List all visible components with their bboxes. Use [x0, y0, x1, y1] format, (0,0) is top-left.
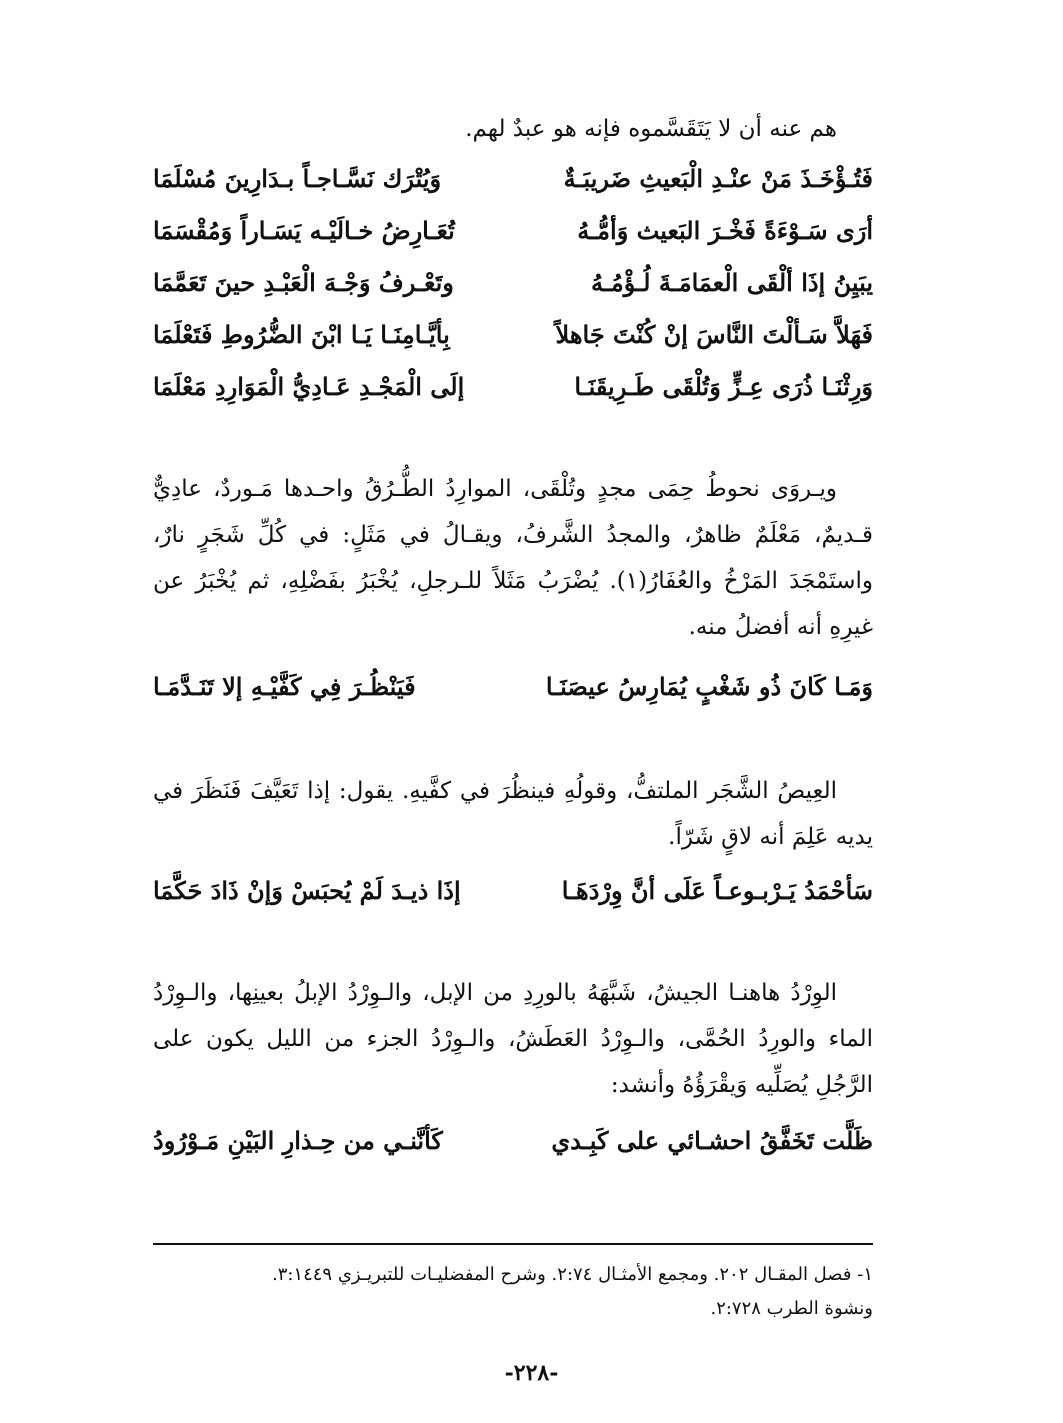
- verse-line-8: [153, 1118, 873, 1164]
- verse-line-7: [153, 868, 873, 914]
- verse-8-second-hemistich: كَأنَّنـي من حِـذارِ البَيْنِ مَـوْرُودُ: [153, 1126, 443, 1155]
- verse-5-second-hemistich: إلَى الْمَجْـدِ عَـادِيُّ الْمَوَارِدِ مَعْلَمَا: [153, 372, 465, 401]
- verse-4-first-hemistich: فَهَلاَّ سَـألْتَ النَّاسَ إنْ كُنْتَ جَاهلاً: [555, 320, 873, 349]
- footnote-line-1: ١- فصل المقـال ٢٠٢. ومجمع الأمثـال ٢:٧٤. وشرح المفضليـات للتبريـزي ٣:١٤٤٩.: [271, 1264, 873, 1285]
- verse-line-6: [153, 664, 873, 710]
- verse-6-first-hemistich: وَمَـا كَانَ ذُو شَغْبٍ يُمَارِسُ عيصَنَـا: [545, 672, 873, 701]
- footnote-line-2: ونشوة الطرب ٢:٧٢٨.: [710, 1298, 873, 1319]
- verse-3-first-hemistich: يبَيِنُ إذَا ألْقَى الْعمَامَـةَ لُـؤْمُـهُ: [591, 268, 873, 297]
- verse-line-3: [153, 260, 873, 306]
- verse-4-second-hemistich: بِأيَّـامِنَـا يَـا ابْنَ الضُّرُوطِ فَتَعْلَمَا: [153, 320, 450, 349]
- verse-2-second-hemistich: تُعَـارِضُ خـالَيْـه يَسَـاراً وَمُقْسَمَا: [153, 216, 455, 245]
- page-number: -٢٢٨-: [504, 1360, 559, 1386]
- verse-5-first-hemistich: وَرِثْنَـا ذُرَى عِـزٍّ وَتُلْقَى طَـرِيقَنَـا: [574, 372, 873, 401]
- verse-1-second-hemistich: وَيُتْرَك نَسَّـاجـاً بـدَارِينَ مُسْلَمَا: [153, 164, 442, 193]
- verse-8-first-hemistich: ظَلَّت تَخَفَّقُ احشـائي على كَبِـدي: [551, 1126, 873, 1155]
- paragraph-commentary-1: ويـروَى نحوطُ حِمَى مجدٍ وتُلْقَى، الموارِدُ الطُّـرُقُ واحـدها مَـوردٌ، عادِيٌّ قـديمٌ، مَعْلَمٌ ظاهرٌ، والمجدُ الشَّرفُ، ويقـالُ في مَثَلٍ: في كُلِّ شَجَرٍ نارٌ، واستَمْجَدَ المَرْخُ والعُفَارُ(١). يُضْرَبُ مَثَلاً للـرجلِ، يُخْبَرُ بفَضْلِهِ، ثم يُخْبَرُ عن غيرِهِ أنه أفضلُ منه.: [153, 476, 873, 640]
- verse-2-first-hemistich: أرَى سَـوْءَةً فَخْـرَ البَعيث وَأمُّـهُ: [577, 216, 873, 245]
- verse-7-second-hemistich: إذَا ذيـدَ لَمْ يُحبَسْ وَإنْ ذَادَ حَكَّمَا: [153, 876, 461, 905]
- verse-line-4: [153, 312, 873, 358]
- verse-line-1: [153, 156, 873, 202]
- verse-line-2: [153, 208, 873, 254]
- paragraph-commentary-3: الوِرْدُ هاهنـا الجيشُ، شَبَّهَهُ بالورِدِ من الإبل، والـوِرْدُ الإبلُ بعينِها، والـوِرْدُ الماء والورِدُ الحُمَّى، والـوِرْدُ العَطَشُ، والـوِرْدُ الجزء من الليل يكون على الرَّجُلِ يُصَلِّيه وَيقْرَؤُهُ وأنشد:: [153, 980, 873, 1098]
- paragraph-commentary-2: العِيصُ الشَّجَر الملتفُّ، وقولُهِ فينظُرَ في كفَّيهِ. يقول: إذا تَعَيَّفَ فَنَظَرَ في يديه عَلِمَ أنه لاقٍ شَرّاً.: [153, 778, 873, 850]
- verse-1-first-hemistich: فَتُـؤْخَـذَ مَنْ عنْـدِ الْبَعيثِ ضَريبَـةٌ: [563, 164, 873, 193]
- footnote-divider: [153, 1243, 873, 1245]
- verse-3-second-hemistich: وتَعْـرفُ وَجْـهَ الْعَبْـدِ حينَ تَعَمَّمَا: [153, 268, 454, 297]
- verse-line-5: [153, 364, 873, 410]
- verse-7-first-hemistich: سَأحْمَدُ يَـرْبـوعـاً عَلَى أنَّ وِرْدَهَـا: [561, 876, 873, 905]
- paragraph-intro: هم عنه أن لا يَتَقَسَّموه فإنه هو عبدٌ لهم.: [465, 116, 837, 142]
- verse-6-second-hemistich: فَيَنْظُـرَ فِي كَفَّيْـهِ إلا تَنَـدَّمَـا: [153, 672, 416, 701]
